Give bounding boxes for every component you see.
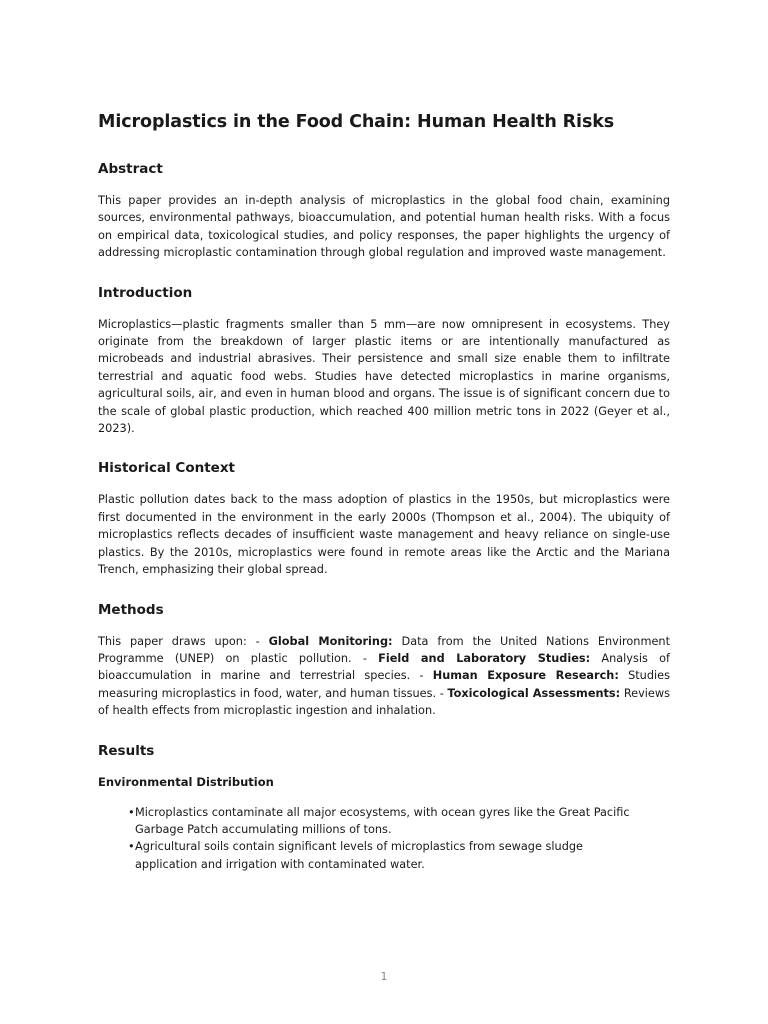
list-item-text: Agricultural soils contain significant levels of microplastics from sewage sludge application and irrigation with contaminated water. (135, 840, 583, 871)
abstract-text: This paper provides an in-depth analysis of microplastics in the global food chain, examining sources, environmental pathways, bioaccumulation, and potential human health risks. With a focus on empirical data, toxicological studies, and policy responses, the paper highlights the urgency of addressing microplastic contamination through global regulation and improved waste management. (98, 194, 670, 260)
paper-page (98, 110, 670, 873)
methods-heading: Methods (98, 601, 164, 618)
methods-item-text: Analysis of bioaccumulation in marine and terrestrial species. - (98, 651, 670, 683)
list-item (128, 838, 648, 873)
page-number: 1 (380, 970, 388, 983)
bullet-icon: • (128, 840, 135, 854)
historical-context-heading: Historical Context (98, 460, 235, 477)
bullet-icon: • (128, 805, 135, 819)
methods-item-label: Toxicological Assessments: (447, 686, 621, 700)
methods-item-label: Global Monitoring: (268, 634, 393, 648)
list-item-text: Microplastics contaminate all major ecosystems, with ocean gyres like the Great Pacific Garbage Patch accumulating millions of tons. (135, 805, 630, 836)
paper-title: Microplastics in the Food Chain: Human Health Risks (98, 112, 615, 132)
methods-item-text: Data from the United Nations Environment Programme (UNEP) on plastic pollution. - (98, 634, 671, 665)
environmental-distribution-heading: Environmental Distribution (98, 774, 274, 789)
results-heading: Results (98, 742, 155, 759)
methods-item-text: Reviews of health effects from microplastic ingestion and inhalation. (98, 686, 671, 718)
methods-item-text: Studies measuring microplastics in food, water, and human tissues. - (98, 669, 670, 700)
methods-text (98, 633, 670, 720)
introduction-text: Microplastics—plastic fragments smaller than 5 mm—are now omnipresent in ecosystems. They originate from the breakdown of larger plastic items or are intentionally manufactured as microbeads and industrial abrasives. Their persistence and small size enable them to infiltrate terrestrial and aquatic food webs. Studies have detected microplastics in marine organisms, agricultural soils, air, and even in human blood and organs. The issue is of significant concern due to the scale of global plastic production, which reached 400 million metric tons in 2022 (Geyer et al., 2023). (98, 317, 670, 436)
methods-item-label: Human Exposure Research: (432, 669, 619, 683)
historical-context-text: Plastic pollution dates back to the mass adoption of plastics in the 1950s, but microplastics were first documented in the environment in the early 2000s (Thompson et al., 2004). The ubiquity of microplastics reflects decades of insufficient waste management and heavy reliance on single-use plastics. By the 2010s, microplastics were found in remote areas like the Arctic and the Mariana Trench, emphasizing their global spread. (98, 493, 670, 577)
introduction-heading: Introduction (98, 284, 193, 301)
results-bullet-list (98, 804, 648, 874)
methods-item-label: Field and Laboratory Studies: (378, 651, 591, 665)
list-item (128, 804, 648, 839)
methods-intro: This paper draws upon: - (98, 634, 269, 648)
abstract-heading: Abstract (98, 161, 163, 177)
